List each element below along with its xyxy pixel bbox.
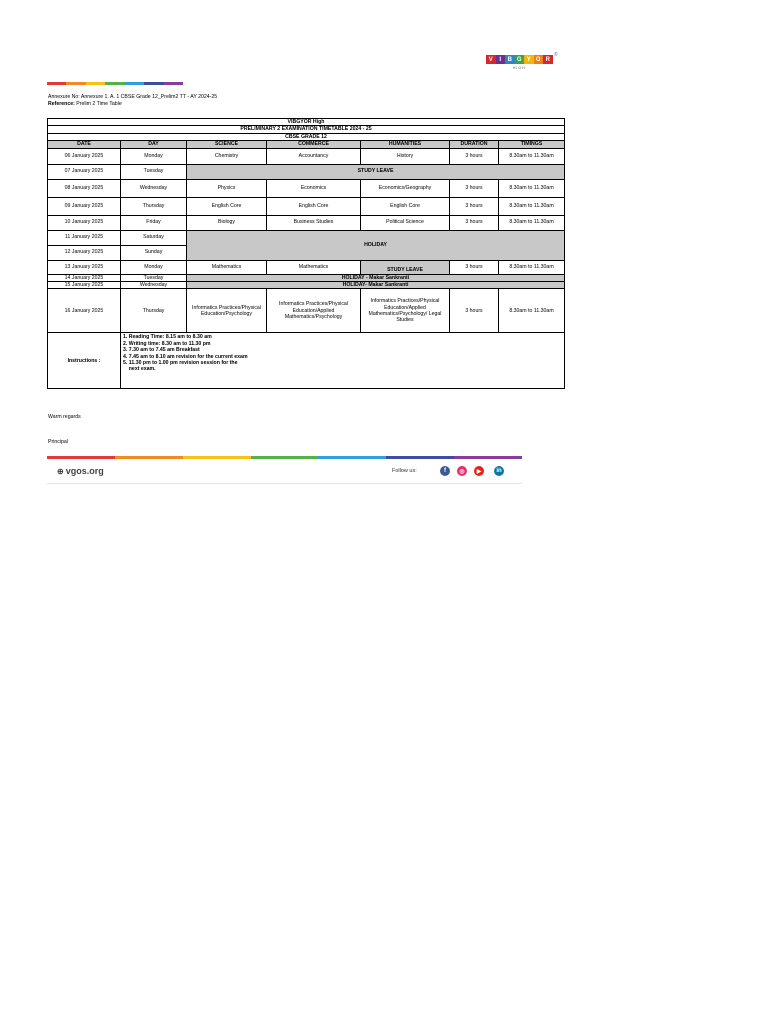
instruction-item: 3. 7.30 am to 7.45 am Breakfast [123,347,200,354]
duration-cell: 3 hours [450,197,499,215]
timings-cell: 8.30am to 11.30am [499,148,565,164]
instruction-item: 4. 7.45 am to 8.10 am revision for the current exam [123,353,248,360]
school-row [48,119,565,126]
date-cell: 07 January 2025 [48,164,121,179]
logo-letter: V [486,55,496,64]
day-cell: Thursday [121,197,187,215]
stripe-segment [86,82,105,85]
logo-letter: Y [524,55,534,64]
duration-cell: 3 hours [450,289,499,333]
grade-row [48,133,565,140]
day-cell: Monday [121,148,187,164]
science-cell: English Core [187,197,267,215]
registered-mark: ® [553,52,558,58]
facebook-icon[interactable]: f [440,466,450,476]
day-cell: Wednesday [121,179,187,197]
timings-cell: 8.30am to 11.30am [499,179,565,197]
table-row [48,260,565,274]
commerce-cell: Informatics Practices/Physical Education/Applied Mathematics/Psychology [267,289,361,333]
humanities-cell: English Core [361,197,450,215]
column-header: DURATION [450,141,499,148]
exam-title-row [48,126,565,133]
science-cell: Physics [187,179,267,197]
instruction-item: 5. 11.30 pm to 1.00 pm revision session for the [123,360,238,367]
stripe-segment [115,456,183,459]
footer-divider [47,483,522,484]
table-row [48,197,565,215]
holiday-cell: HOLIDAY- Makar Sankranti [187,282,565,289]
reference-label: Reference: [48,100,75,107]
table-row [48,148,565,164]
column-header: COMMERCE [267,141,361,148]
principal-signature: Principal [48,439,68,445]
date-cell: 06 January 2025 [48,148,121,164]
grade-title: CBSE GRADE 12 [48,133,565,140]
commerce-cell: Accountancy [267,148,361,164]
stripe-segment [454,456,522,459]
commerce-cell: Mathematics [267,260,361,274]
youtube-icon[interactable]: ▶ [474,466,484,476]
study-leave-cell: STUDY LEAVE [361,260,450,274]
globe-icon: ⊕ [57,466,64,476]
logo-letter: I [496,55,506,64]
date-cell: 12 January 2025 [48,245,121,260]
logo-letter: R [543,55,553,64]
column-header: DATE [48,141,121,148]
duration-cell: 3 hours [450,148,499,164]
duration-cell: 3 hours [450,260,499,274]
date-cell: 16 January 2025 [48,289,121,333]
science-cell: Biology [187,215,267,230]
humanities-cell: Economics/Geography [361,179,450,197]
vibgyor-logo [486,52,558,70]
date-cell: 14 January 2025 [48,274,121,281]
stripe-segment [164,82,183,85]
stripe-segment [47,82,66,85]
day-cell: Tuesday [121,164,187,179]
day-cell: Tuesday [121,274,187,281]
stripe-segment [386,456,454,459]
science-cell: Chemistry [187,148,267,164]
stripe-segment [66,82,85,85]
instruction-item: next exam. [123,366,156,373]
date-cell: 10 January 2025 [48,215,121,230]
day-cell: Thursday [121,289,187,333]
linkedin-icon[interactable]: in [494,466,504,476]
page-footer [47,462,522,484]
table-row [48,230,565,245]
logo-letter: O [534,55,544,64]
date-cell: 11 January 2025 [48,230,121,245]
instructions-label: Instructions : [48,333,121,389]
instagram-icon[interactable]: ◎ [457,466,467,476]
holiday-cell: HOLIDAY - Makar Sankranti [187,274,565,281]
study-leave-cell: STUDY LEAVE [187,164,565,179]
table-row [48,215,565,230]
instructions-row [48,333,565,389]
stripe-segment [125,82,144,85]
holiday-cell: HOLIDAY [187,230,565,260]
duration-cell: 3 hours [450,215,499,230]
humanities-cell: Informatics Practices/Physical Education/Applied Mathematics/Psychology/ Legal Studies [361,289,450,333]
exam-timetable [47,118,565,389]
instruction-item: 2. Writing time: 8.30 am to 11.30 pm [123,340,211,347]
stripe-segment [47,456,115,459]
column-header: SCIENCE [187,141,267,148]
column-header: DAY [121,141,187,148]
science-cell: Mathematics [187,260,267,274]
stripe-segment [183,456,251,459]
logo-letter: G [515,55,525,64]
day-cell: Saturday [121,230,187,245]
exam-title: PRELIMINARY 2 EXAMINATION TIMETABLE 2024 - 25 [48,126,565,133]
document-header [48,94,217,107]
table-row [48,282,565,289]
day-cell: Sunday [121,245,187,260]
stripe-segment [251,456,319,459]
commerce-cell: Business Studies [267,215,361,230]
stripe-segment [105,82,124,85]
reference-line [48,101,217,108]
date-cell: 09 January 2025 [48,197,121,215]
warm-regards: Warm regards [48,414,81,420]
date-cell: 15 January 2025 [48,282,121,289]
day-cell: Friday [121,215,187,230]
duration-cell: 3 hours [450,179,499,197]
date-cell: 08 January 2025 [48,179,121,197]
timings-cell: 8.30am to 11.30am [499,289,565,333]
footer-color-stripe [47,456,522,459]
top-color-stripe [47,82,183,85]
date-cell: 13 January 2025 [48,260,121,274]
timings-cell: 8.30am to 11.30am [499,215,565,230]
humanities-cell: Political Science [361,215,450,230]
table-row [48,274,565,281]
column-header: HUMANITIES [361,141,450,148]
website-text: vgos.org [65,466,104,476]
logo-letters [486,55,553,64]
timings-cell: 8.30am to 11.30am [499,197,565,215]
logo-letter: B [505,55,515,64]
commerce-cell: Economics [267,179,361,197]
timings-cell: 8.30am to 11.30am [499,260,565,274]
column-header: TIMINGS [499,141,565,148]
instruction-item: 1. Reading Time: 8.15 am to 8.30 am [123,334,212,341]
website-link[interactable] [57,466,104,476]
science-cell: Informatics Practices/Physical Education/Psychology [187,289,267,333]
table-row [48,164,565,179]
humanities-cell: History [361,148,450,164]
stripe-segment [144,82,163,85]
reference-value: Prelim 2 Time Table [74,100,122,107]
instructions-list [121,333,565,389]
annexure-line: Annexure No: Annexure 1. A. 1 CBSE Grade 12_Prelim2 TT - AY 2024-25 [48,94,218,100]
logo-subtitle: HIGH [512,66,526,70]
day-cell: Wednesday [121,282,187,289]
column-header-row [48,141,565,148]
table-row [48,289,565,333]
commerce-cell: English Core [267,197,361,215]
school-name: VIBGYOR High [48,119,565,126]
table-row [48,179,565,197]
day-cell: Monday [121,260,187,274]
stripe-segment [318,456,386,459]
follow-us-label: Follow us: [392,468,417,474]
